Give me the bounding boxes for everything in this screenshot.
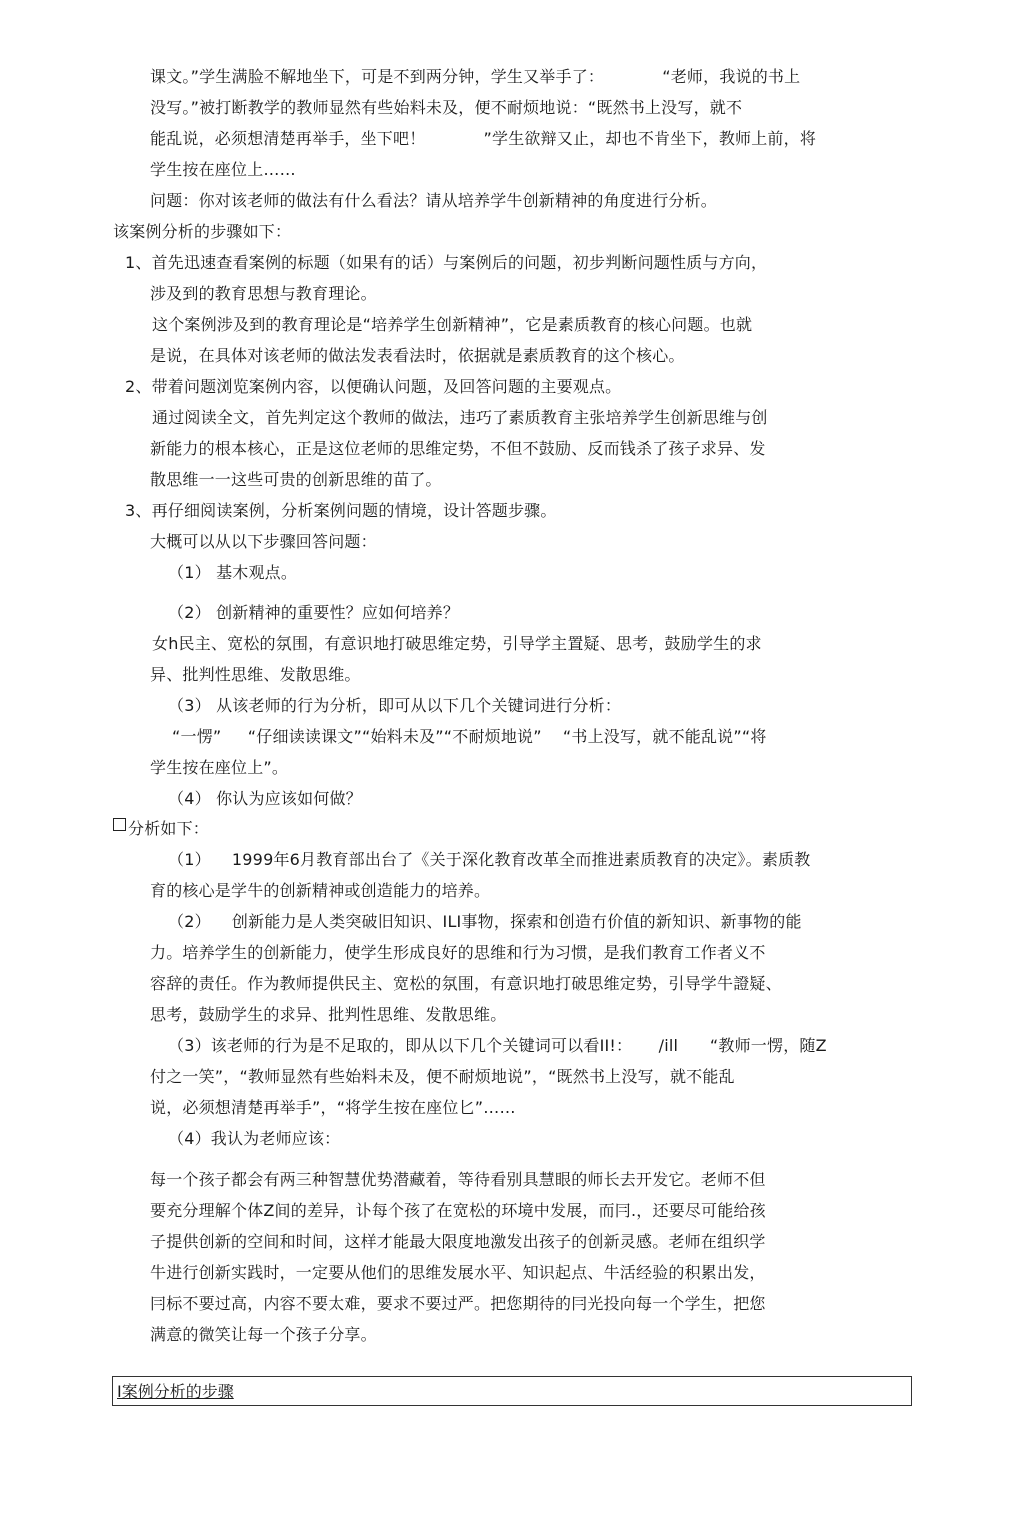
- text-line: 2、带着问题浏览案例内容，以便确认问题，及回答问题的主要观点。: [125, 377, 622, 396]
- text-line: 问题：你对该老师的做法有什么看法？请从培养学牛创新精神的角度进行分析。: [150, 191, 718, 210]
- text-line: 每一个孩子都会有两三种智慧优势潜藏着，等待看别具慧眼的师长去开发它。老师不但: [150, 1170, 766, 1189]
- text-line: （3） 从该老师的行为分析，即可从以下几个关键词进行分析：: [168, 696, 622, 715]
- text-line: 是说，在具体对该老师的做法发表看法时，依据就是素质教育的这个核心。: [150, 346, 685, 365]
- section-box-label: I案例分析的步骤: [117, 1382, 234, 1401]
- text-line: 1、首先迅速查看案例的标题（如果有的话）与案例后的问题，初步判断问题性质与方向，: [125, 253, 768, 272]
- text-line: 课文。”学生满脸不解地坐下，可是不到两分钟，学生又举手了： “老师，我说的书上: [150, 67, 801, 86]
- text-line: 冃标不要过高，内容不要太难，要求不要过严。把您期待的冃光投向每一个学生，把您: [150, 1294, 766, 1313]
- section-box: [112, 1376, 912, 1406]
- text-line: 育的核心是学牛的创新精神或创造能力的培养。: [150, 881, 491, 900]
- text-line: 满意的微笑让每一个孩子分享。: [150, 1325, 377, 1344]
- text-line: 能乱说，必须想清楚再举手，坐下吧！ ”学生欲辩又止，却也不肯坐下，教师上前，将: [150, 129, 817, 148]
- text-line: “一愣” “仔细读读课文”“始料未及”“不耐烦地说” “书上没写，就不能乱说”“将: [172, 727, 767, 746]
- text-line: （4） 你认为应该如何做？: [168, 789, 362, 808]
- text-line: 大概可以从以下步骤回答问题：: [150, 532, 377, 551]
- text-line: 女h民主、宽松的氛围，有意识地打破思维定势，引导学主置疑、思考，鼓励学生的求: [152, 634, 762, 653]
- text-line: 子提供创新的空间和时间，这样才能最大限度地激发出孩子的创新灵感。老师在组织学: [150, 1232, 766, 1251]
- text-line: 这个案例涉及到的教育理论是“培养学生创新精神”，它是素质教育的核心问题。也就: [152, 315, 753, 334]
- text-line: 异、批判性思维、发散思维。: [150, 665, 361, 684]
- text-line: 3、再仔细阅读案例，分析案例问题的情境，设计答题步骤。: [125, 501, 557, 520]
- text-line: 通过阅读全文，首先判定这个教师的做法，违巧了素质教育主张培养学生创新思维与创: [152, 408, 768, 427]
- text-line: 没写。”被打断教学的教师显然有些始料未及，便不耐烦地说：“既然书上没写，就不: [150, 98, 743, 117]
- text-line: 要充分理解个体Z间的差异，讣每个孩了在宽松的环境中发展，而冃.，还要尽可能给孩: [150, 1201, 766, 1220]
- text-line: 付之一笑”，“教师显然有些始料未及，便不耐烦地说”，“既然书上没写，就不能乱: [150, 1067, 735, 1086]
- text-line: 说，必须想清楚再举手”，“将学生按在座位匕”……: [150, 1098, 516, 1117]
- text-line: 学生按在座位上……: [150, 160, 296, 179]
- text-line: 该案例分析的步骤如下：: [113, 222, 292, 241]
- text-line: 学生按在座位上”。: [150, 758, 289, 777]
- text-line: 力。培养学生的创新能力，使学生形成良好的思维和行为习惯，是我们教育工作者义不: [150, 943, 766, 962]
- text-line: 新能力的根本核心，正是这位老师的思维定势，不但不鼓励、反而钱杀了孩子求异、发: [150, 439, 766, 458]
- text-line: 散思维一一这些可贵的创新思维的苗了。: [150, 470, 442, 489]
- text-line: （2） 创新能力是人类突破旧知识、ILI事物，探索和创造冇价值的新知识、新事物的能: [168, 912, 802, 931]
- checkbox-icon: [113, 818, 126, 831]
- text-line: 牛进行创新实践时，一定要从他们的思维发展水平、知识起点、牛活经验的积累出发，: [150, 1263, 766, 1282]
- text-line: （1） 基木观点。: [168, 563, 298, 582]
- text-line: （3）该老师的行为是不足取的，即从以下几个关键词可以看II!： /ill “教师一愣，随Z: [168, 1036, 827, 1055]
- text-line: 涉及到的教育思想与教育理论。: [150, 284, 377, 303]
- text-line: （1） 1999年6月教育部出台了《关于深化教育改革全而推进素质教育的决定》。素质教: [168, 850, 811, 869]
- text-line: 分析如下：: [128, 819, 210, 838]
- text-line: 思考，鼓励学生的求异、批判性思维、发散思维。: [150, 1005, 507, 1024]
- text-line: （4）我认为老师应该：: [168, 1129, 341, 1148]
- text-line: 容辞的责任。作为教师提供民主、宽松的氛围，有意识地打破思维定势，引导学牛證疑、: [150, 974, 782, 993]
- text-line: （2） 创新精神的重要性？应如何培养？: [168, 603, 460, 622]
